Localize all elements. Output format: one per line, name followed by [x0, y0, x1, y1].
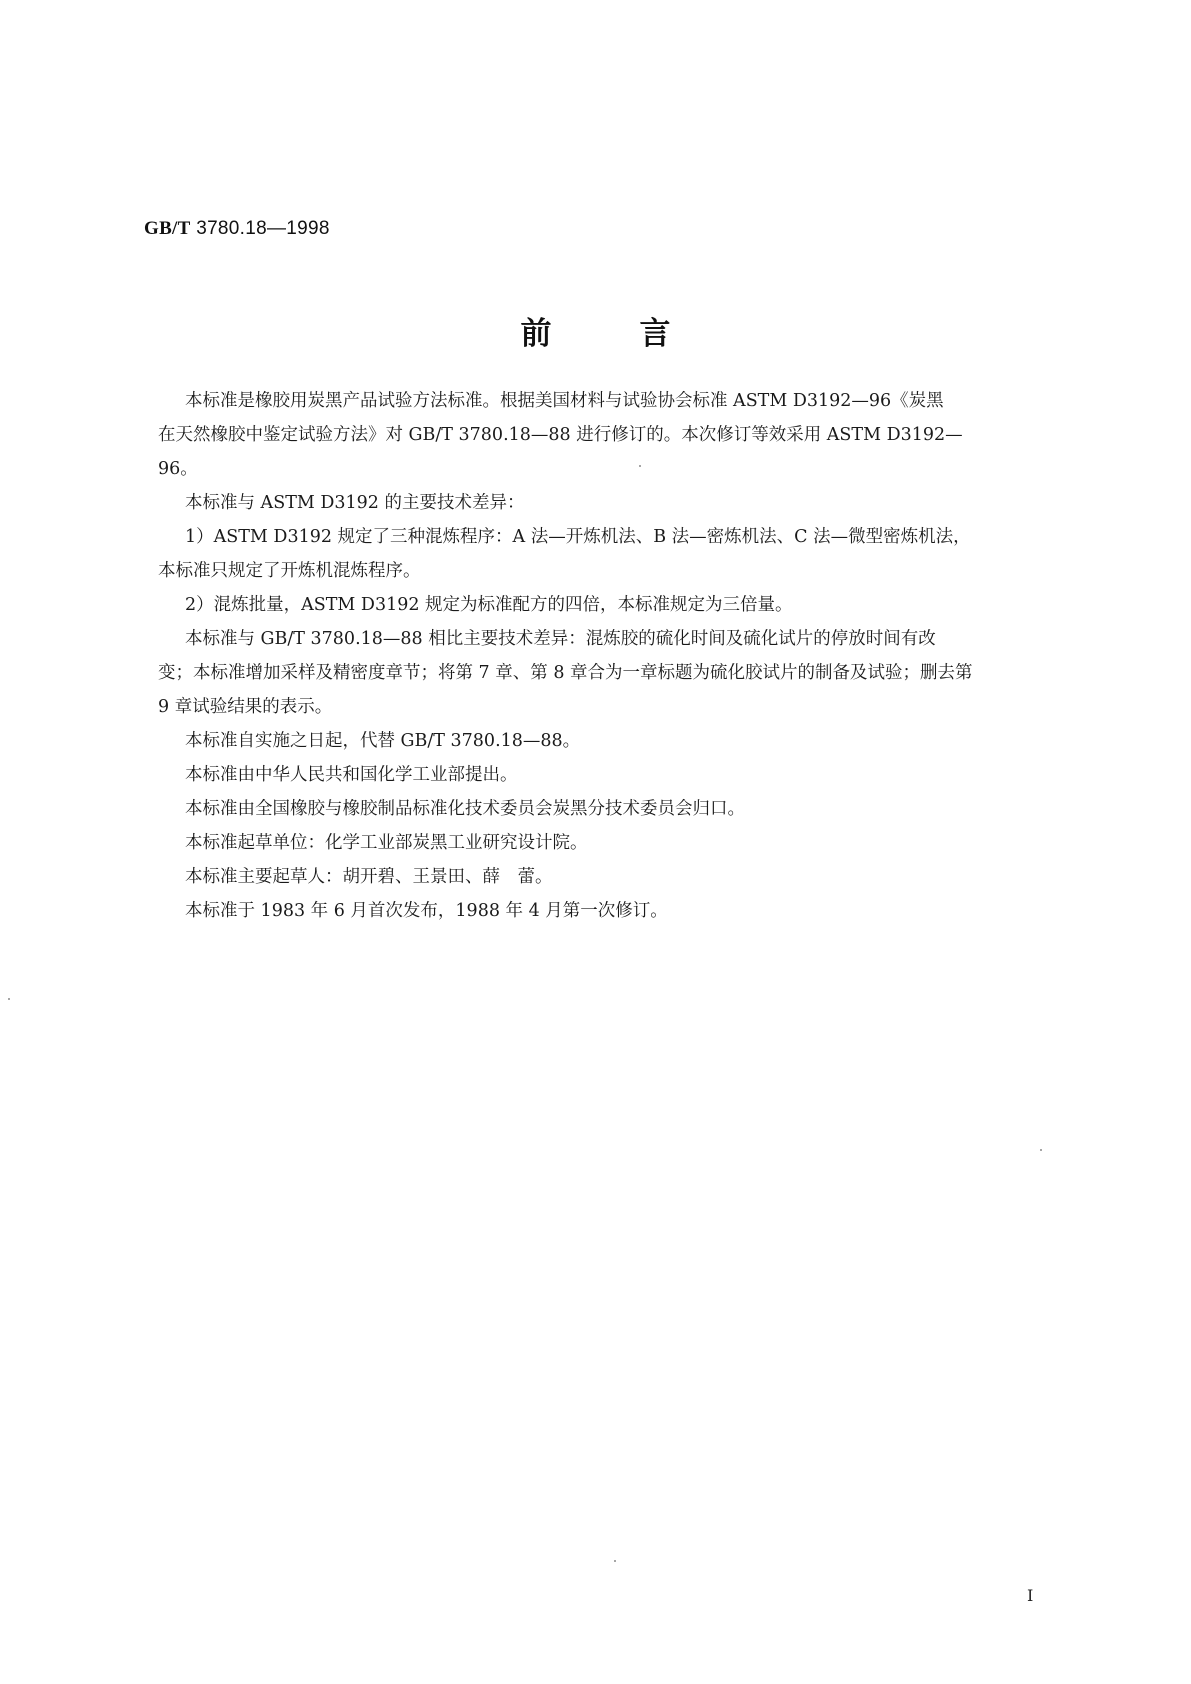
page-title: 前言 — [520, 316, 759, 352]
paragraph — [158, 894, 1062, 928]
scan-speck — [614, 1560, 616, 1562]
standard-code: 3780.18—1998 — [196, 218, 330, 239]
text-line: 2）混炼批量，ASTM D3192 规定为标准配方的四倍，本标准规定为三倍量。 — [185, 595, 793, 615]
text-line: 本标准自实施之日起，代替 GB/T 3780.18—88。 — [185, 731, 581, 751]
text-line: 在天然橡胶中鉴定试验方法》对 GB/T 3780.18—88 进行修订的。本次修订等效采用 ASTM D3192— — [158, 425, 963, 445]
scan-speck — [8, 998, 10, 1000]
paragraph — [158, 758, 1062, 792]
text-line: 本标准由中华人民共和国化学工业部提出。 — [185, 765, 518, 785]
text-line: 本标准只规定了开炼机混炼程序。 — [158, 561, 421, 581]
paragraph — [158, 792, 1062, 826]
text-line: 本标准由全国橡胶与橡胶制品标准化技术委员会炭黑分技术委员会归口。 — [185, 799, 745, 819]
text-line: 本标准与 GB/T 3780.18—88 相比主要技术差异：混炼胶的硫化时间及硫化试片的停放时间有改 — [185, 629, 936, 649]
text-line: 本标准主要起草人：胡开碧、王景田、薛 蕾。 — [185, 867, 553, 887]
text-line: 1）ASTM D3192 规定了三种混炼程序：A 法—开炼机法、B 法—密炼机法、C 法—微型密炼机法， — [185, 527, 971, 547]
text-line: 本标准与 ASTM D3192 的主要技术差异： — [185, 493, 525, 513]
text-line: 本标准于 1983 年 6 月首次发布，1988 年 4 月第一次修订。 — [185, 901, 668, 921]
scan-speck — [1040, 1149, 1042, 1151]
standard-prefix: GB/T — [144, 218, 191, 239]
text-line: 本标准起草单位：化学工业部炭黑工业研究设计院。 — [185, 833, 588, 853]
text-line: 9 章试验结果的表示。 — [158, 697, 333, 717]
page-number: I — [1027, 1586, 1034, 1605]
paragraph — [158, 826, 1062, 860]
paragraph — [158, 622, 1062, 724]
foreword-body — [158, 384, 1062, 928]
paragraph — [158, 724, 1062, 758]
standard-number — [144, 218, 330, 240]
text-line: 96。 — [158, 459, 198, 479]
text-line: 变；本标准增加采样及精密度章节；将第 7 章、第 8 章合为一章标题为硫化胶试片的制备及试验；删去第 — [158, 663, 973, 683]
paragraph — [158, 588, 1062, 622]
text-line: 本标准是橡胶用炭黑产品试验方法标准。根据美国材料与试验协会标准 ASTM D3192—96《炭黑 — [185, 391, 944, 411]
paragraph — [158, 860, 1062, 894]
scan-speck — [639, 465, 641, 467]
paragraph — [158, 520, 1062, 588]
paragraph — [158, 486, 1062, 520]
paragraph — [158, 384, 1062, 486]
